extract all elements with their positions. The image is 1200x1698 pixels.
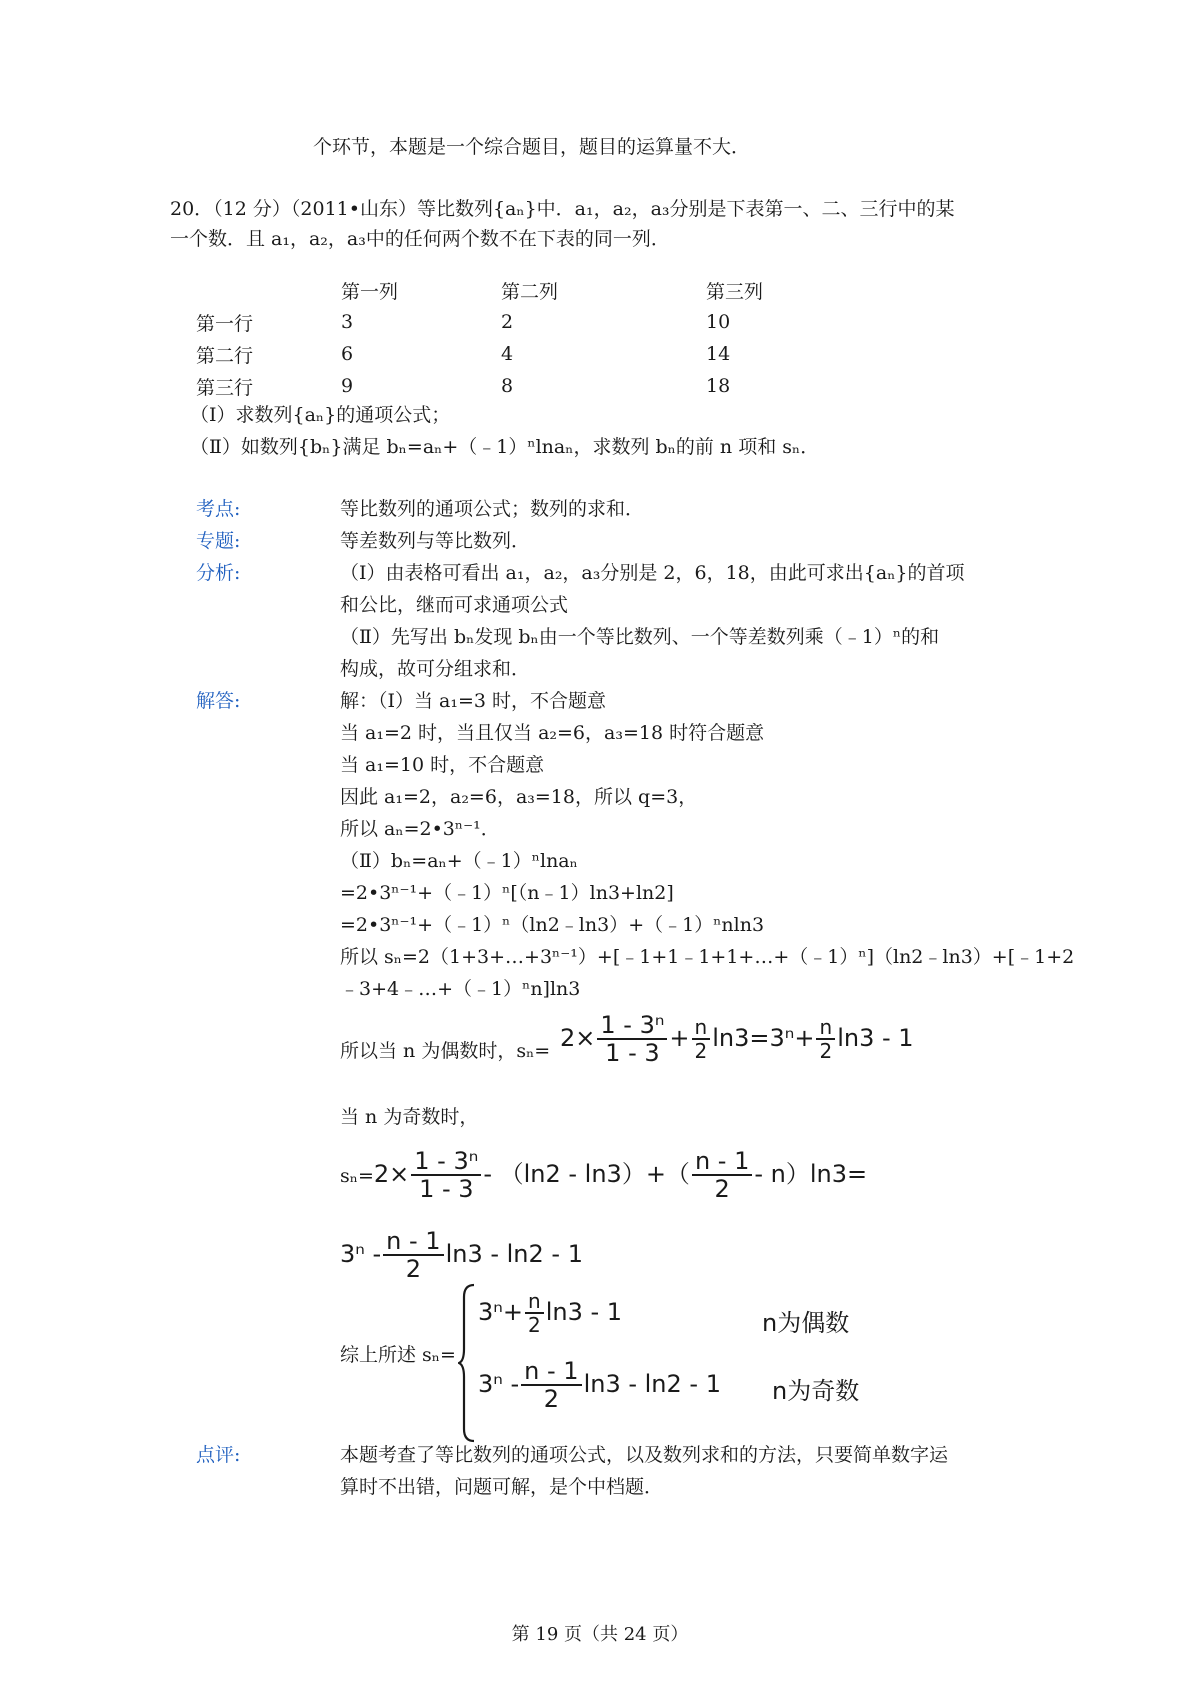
table-cell: 10 <box>706 311 731 333</box>
summary-case-odd-condition: n为奇数 <box>772 1377 860 1405</box>
fraction <box>521 1358 581 1412</box>
table-cell: 6 <box>341 343 354 365</box>
carry-over-line: 个环节，本题是一个综合题目，题目的运算量不大． <box>313 136 751 158</box>
table-cell: 第三行 <box>196 376 254 399</box>
eq-text: 3ⁿ <box>769 1024 795 1052</box>
left-brace-icon <box>458 1283 478 1443</box>
table-row <box>196 306 836 338</box>
eq-text: + <box>794 1024 815 1052</box>
label-jieda: 解答: <box>196 690 241 712</box>
question-part-2: （Ⅱ）如数列{bₙ}满足 bₙ=aₙ+（﹣1）ⁿlnaₙ，求数列 bₙ的前 n 项和 sₙ． <box>190 436 820 458</box>
table-header-cell: 第二列 <box>501 280 559 303</box>
jieda-line: =2•3ⁿ⁻¹+（﹣1）ⁿ（ln2﹣ln3）+（﹣1）ⁿnln3 <box>340 914 765 936</box>
eq-text: + <box>502 1298 523 1326</box>
label-fenxi: 分析: <box>196 562 241 584</box>
table-cell: 4 <box>501 343 514 365</box>
fraction-denominator: 2 <box>543 1385 559 1413</box>
table-header-cell <box>196 274 341 306</box>
table-cell: 2 <box>501 311 514 333</box>
fraction-denominator: 2 <box>527 1313 541 1337</box>
eq-text: ln3= <box>712 1024 770 1052</box>
jieda-line: ﹣3+4﹣…+（﹣1）ⁿn]ln3 <box>340 978 581 1000</box>
table-cell: 8 <box>501 375 514 397</box>
jieda-line: =2•3ⁿ⁻¹+（﹣1）ⁿ[（n﹣1）ln3+ln2] <box>340 882 674 904</box>
table-header-row <box>196 274 836 306</box>
odd-sum-equation <box>340 1148 867 1202</box>
fraction <box>411 1148 481 1202</box>
fraction-numerator: 1 - 3ⁿ <box>411 1148 481 1176</box>
eq-text: - （ln2 - ln3）+（ <box>483 1160 690 1188</box>
eq-text: - <box>372 1240 382 1268</box>
jieda-line: 所以 aₙ=2•3ⁿ⁻¹． <box>340 818 500 840</box>
table-cell: 3 <box>341 311 354 333</box>
odd-sum-result <box>340 1228 583 1282</box>
fenxi-line: 构成，故可分组求和． <box>340 658 531 680</box>
fraction-numerator: n - 1 <box>692 1148 752 1176</box>
eq-text: 3ⁿ <box>478 1298 503 1326</box>
fenxi-line: （Ⅱ）先写出 bₙ发现 bₙ由一个等比数列、一个等差数列乘（﹣1）ⁿ的和 <box>340 626 940 648</box>
fraction <box>692 1148 752 1202</box>
value-table <box>196 274 836 402</box>
jieda-line: 因此 a₁=2，a₂=6，a₃=18，所以 q=3， <box>340 786 698 808</box>
fraction <box>383 1228 443 1282</box>
label-zhuanti: 专题: <box>196 530 241 552</box>
table-cell: 第一行 <box>196 312 254 335</box>
eq-text: ln3 - ln2 - 1 <box>583 1370 721 1398</box>
eq-text: - n）ln3= <box>754 1160 868 1188</box>
summary-case-even-condition: n为偶数 <box>762 1309 850 1337</box>
table-header-cell: 第三列 <box>706 280 764 303</box>
fraction <box>597 1012 667 1066</box>
even-case-prefix: 所以当 n 为偶数时，sₙ= <box>340 1040 551 1062</box>
fraction-numerator: 1 - 3ⁿ <box>597 1012 667 1040</box>
dianping-line: 本题考查了等比数列的通项公式，以及数列求和的方法，只要简单数字运 <box>340 1444 949 1466</box>
eq-text: 2× <box>560 1024 596 1052</box>
question-line-2: 一个数．且 a₁，a₂，a₃中的任何两个数不在下表的同一列． <box>170 228 670 250</box>
question-part-1: （Ⅰ）求数列{aₙ}的通项公式； <box>190 404 451 426</box>
table-row <box>196 338 836 370</box>
jieda-line: （Ⅱ）bₙ=aₙ+（﹣1）ⁿlnaₙ <box>340 850 578 872</box>
fenxi-line: 和公比，继而可求通项公式 <box>340 594 569 616</box>
fraction-denominator: 2 <box>714 1175 730 1203</box>
eq-text: + <box>669 1024 690 1052</box>
eq-text: ln3 - ln2 - 1 <box>445 1240 583 1268</box>
odd-case-line: 当 n 为奇数时， <box>340 1106 479 1128</box>
eq-text: 3ⁿ <box>340 1240 365 1268</box>
eq-text: ln3 - 1 <box>837 1024 914 1052</box>
eq-text: ln3 - 1 <box>545 1298 623 1326</box>
fenxi-line: （Ⅰ）由表格可看出 a₁，a₂，a₃分别是 2，6，18，由此可求出{aₙ}的首项 <box>340 562 965 584</box>
table-cell: 18 <box>706 375 731 397</box>
jieda-line: 所以 sₙ=2（1+3+…+3ⁿ⁻¹）+[﹣1+1﹣1+1+…+（﹣1）ⁿ]（ln2﹣ln3）+[﹣1+2 <box>340 946 1075 968</box>
table-header-cell: 第一列 <box>341 280 399 303</box>
eq-text: sₙ= <box>340 1165 374 1187</box>
eq-text: 3ⁿ <box>478 1370 503 1398</box>
page-footer: 第 19 页（共 24 页） <box>511 1624 689 1645</box>
fraction <box>692 1016 711 1062</box>
fraction-denominator: 1 - 3 <box>605 1039 660 1067</box>
dianping-line: 算时不出错，问题可解，是个中档题． <box>340 1476 664 1498</box>
fraction <box>816 1016 835 1062</box>
summary-prefix: 综上所述 sₙ= <box>340 1344 456 1366</box>
fraction-numerator: n <box>525 1290 544 1314</box>
fraction <box>525 1290 544 1336</box>
kaodian-text: 等比数列的通项公式；数列的求和． <box>340 498 645 520</box>
question-line-1: 20．（12 分）（2011•山东）等比数列{aₙ}中．a₁，a₂，a₃分别是下表第一、二、三行中的某 <box>170 198 955 220</box>
fraction-denominator: 2 <box>405 1255 421 1283</box>
jieda-line: 当 a₁=10 时，不合题意 <box>340 754 545 776</box>
jieda-line: 当 a₁=2 时，当且仅当 a₂=6，a₃=18 时符合题意 <box>340 722 765 744</box>
fraction-denominator: 2 <box>819 1039 833 1063</box>
label-kaodian: 考点: <box>196 498 241 520</box>
fraction-denominator: 2 <box>694 1039 708 1063</box>
table-cell: 9 <box>341 375 354 397</box>
label-dianping: 点评: <box>196 1444 241 1466</box>
table-row <box>196 370 836 402</box>
fraction-denominator: 1 - 3 <box>419 1175 474 1203</box>
fraction-numerator: n <box>816 1016 835 1040</box>
table-cell: 第二行 <box>196 344 254 367</box>
zhuanti-text: 等差数列与等比数列． <box>340 530 531 552</box>
eq-text: 2× <box>373 1160 410 1188</box>
eq-text: - <box>510 1370 520 1398</box>
fraction-numerator: n - 1 <box>521 1358 581 1386</box>
table-cell: 14 <box>706 343 731 365</box>
fraction-numerator: n <box>692 1016 711 1040</box>
summary-case-even <box>478 1290 622 1336</box>
fraction-numerator: n - 1 <box>383 1228 443 1256</box>
even-sum-equation <box>560 1012 914 1066</box>
summary-case-odd <box>478 1358 721 1412</box>
jieda-line: 解：（Ⅰ）当 a₁=3 时，不合题意 <box>340 690 607 712</box>
